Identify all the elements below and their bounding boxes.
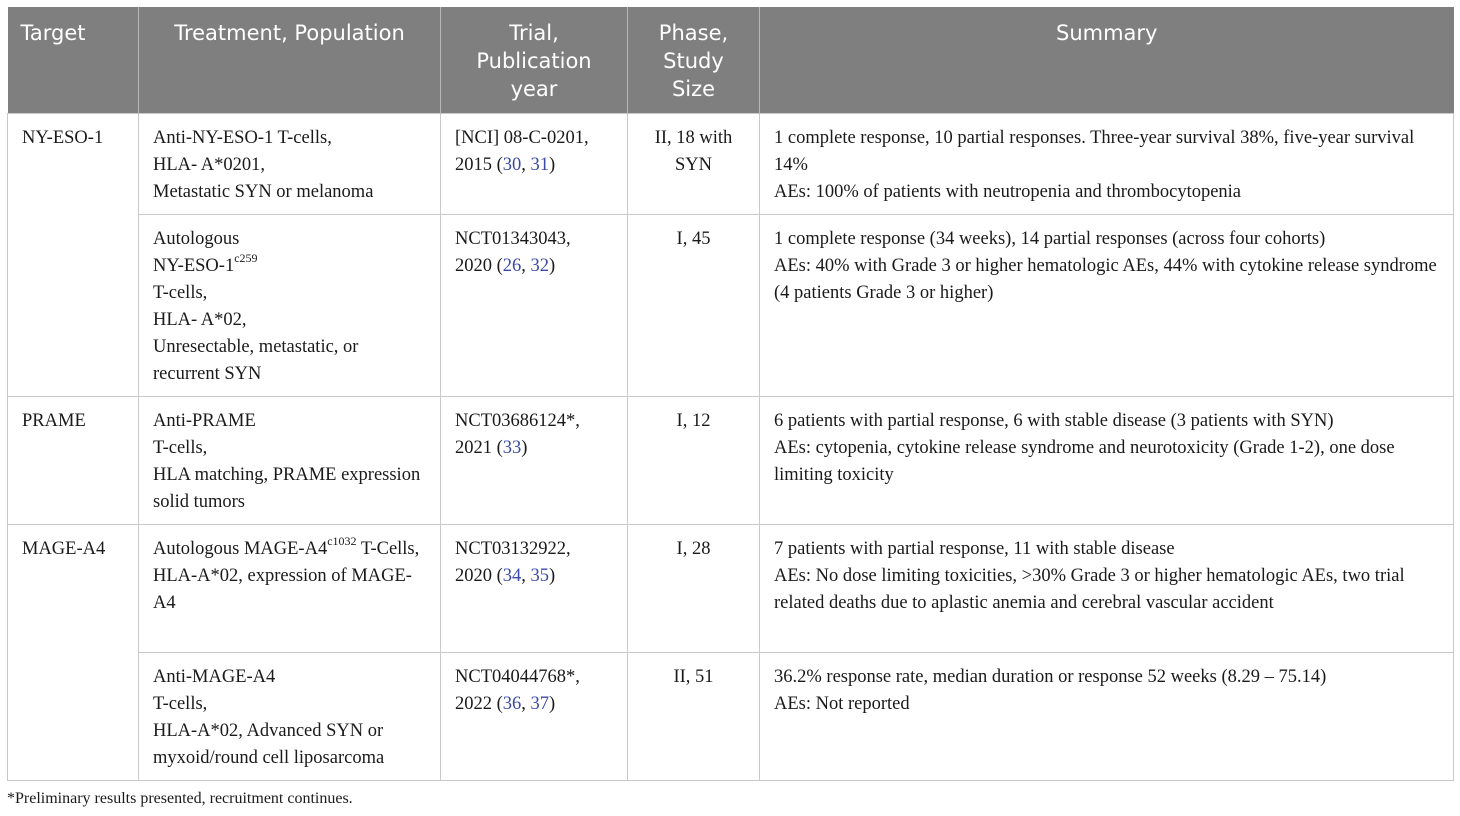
treatment-line: HLA- A*0201, — [153, 155, 266, 175]
header-treatment: Treatment, Population — [139, 7, 441, 114]
summary-text: 36.2% response rate, median duration or response 52 weeks (8.29 – 75.14) — [774, 667, 1327, 687]
reference-link[interactable]: 36 — [502, 694, 522, 714]
treatment-line: T-cells, — [153, 283, 208, 303]
table-body — [8, 114, 1454, 781]
summary-text: 7 patients with partial response, 11 with stable disease — [774, 539, 1175, 559]
treatment-antigen: Autologous MAGE-A4 — [153, 539, 328, 559]
trial-year-line: 2020 (26, 32) — [455, 256, 556, 276]
treatment-line: T-cells, — [153, 438, 208, 458]
treatment-cell — [139, 215, 441, 397]
phase-cell: I, 28 — [628, 525, 760, 653]
trial-year-line: 2022 (36, 37) — [455, 694, 556, 714]
adverse-events-text: AEs: cytopenia, cytokine release syndrome and neurotoxicity (Grade 1-2), one dose limiting toxicity — [774, 438, 1395, 485]
header-trial-line: Trial, — [509, 21, 559, 45]
adverse-events-text: AEs: No dose limiting toxicities, >30% Grade 3 or higher hematologic AEs, two trial related deaths due to aplastic anemia and cerebral vascular accident — [774, 566, 1405, 613]
treatment-line: Anti-NY-ESO-1 T-cells, — [153, 128, 332, 148]
treatment-line: HLA-A*02, Advanced SYN or myxoid/round cell liposarcoma — [153, 721, 385, 768]
treatment-line: Anti-MAGE-A4 — [153, 667, 276, 687]
trial-year: 2021 — [455, 438, 492, 458]
trial-year-line: 2020 (34, 35) — [455, 566, 556, 586]
reference-link[interactable]: 30 — [502, 155, 522, 175]
header-phase — [628, 7, 760, 114]
summary-cell — [760, 114, 1454, 215]
header-trial-line: Publication — [476, 49, 592, 73]
header-summary: Summary — [760, 7, 1454, 114]
table-row — [8, 525, 1454, 653]
summary-cell — [760, 397, 1454, 525]
header-phase-line: Phase, — [658, 21, 729, 45]
trial-year: 2022 — [455, 694, 492, 714]
trial-year: 2020 — [455, 256, 492, 276]
trial-table — [7, 7, 1454, 781]
header-trial-line: year — [510, 77, 558, 101]
trial-id: NCT01343043, — [455, 229, 571, 249]
treatment-cell — [139, 653, 441, 781]
summary-cell — [760, 525, 1454, 653]
treatment-line — [153, 533, 426, 563]
trial-year-line: 2021 (33) — [455, 438, 528, 458]
treatment-line: Unresectable, metastatic, or recurrent SYN — [153, 337, 359, 384]
table-row — [8, 114, 1454, 215]
trial-cell — [441, 397, 628, 525]
trial-cell — [441, 114, 628, 215]
reference-link[interactable]: 37 — [530, 694, 550, 714]
phase-line: II, 18 with — [654, 128, 733, 148]
summary-text: 6 patients with partial response, 6 with stable disease (3 patients with SYN) — [774, 411, 1334, 431]
header-row — [8, 7, 1454, 114]
treatment-cell — [139, 114, 441, 215]
summary-text: 1 complete response, 10 partial responses. Three-year survival 38%, five-year survival 14% — [774, 128, 1415, 175]
treatment-line: Metastatic SYN or melanoma — [153, 182, 374, 202]
target-cell: MAGE-A4 — [8, 525, 139, 781]
adverse-events-text: AEs: 40% with Grade 3 or higher hematologic AEs, 44% with cytokine release syndrome (4 patients Grade 3 or higher) — [774, 256, 1437, 303]
phase-cell: I, 45 — [628, 215, 760, 397]
table-footnote: *Preliminary results presented, recruitment continues. — [7, 790, 353, 807]
reference-link[interactable]: 32 — [530, 256, 550, 276]
header-phase-line: Size — [671, 77, 716, 101]
phase-cell: II, 51 — [628, 653, 760, 781]
treatment-cell — [139, 397, 441, 525]
treatment-antigen: NY-ESO-1 — [153, 256, 235, 276]
treatment-superscript: c259 — [234, 250, 258, 265]
treatment-superscript: c1032 — [327, 533, 357, 548]
treatment-line: Autologous — [153, 229, 240, 249]
reference-link[interactable]: 26 — [502, 256, 522, 276]
trial-year: 2020 — [455, 566, 492, 586]
trial-cell — [441, 653, 628, 781]
header-phase-line: Study — [663, 49, 724, 73]
summary-cell — [760, 653, 1454, 781]
table-row — [8, 215, 1454, 397]
reference-link[interactable]: 33 — [502, 438, 522, 458]
treatment-line: HLA-A*02, expression of MAGE-A4 — [153, 566, 412, 613]
treatment-line: T-cells, — [153, 694, 208, 714]
phase-line: SYN — [674, 155, 712, 175]
treatment-cell — [139, 525, 441, 653]
trial-id: NCT03132922, — [455, 539, 571, 559]
table-header — [8, 7, 1454, 114]
trial-cell — [441, 525, 628, 653]
trial-id: NCT03686124*, — [455, 411, 580, 431]
table-row — [8, 397, 1454, 525]
header-trial — [441, 7, 628, 114]
summary-text: 1 complete response (34 weeks), 14 partial responses (across four cohorts) — [774, 229, 1326, 249]
treatment-line: Anti-PRAME — [153, 411, 256, 431]
phase-cell: I, 12 — [628, 397, 760, 525]
adverse-events-text: AEs: 100% of patients with neutropenia and thrombocytopenia — [774, 182, 1242, 202]
reference-link[interactable]: 31 — [530, 155, 550, 175]
trial-id: [NCI] 08-C-0201, — [455, 128, 589, 148]
trial-year-line: 2015 (30, 31) — [455, 155, 556, 175]
header-target: Target — [8, 7, 139, 114]
target-cell: PRAME — [8, 397, 139, 525]
trial-id: NCT04044768*, — [455, 667, 580, 687]
trial-cell — [441, 215, 628, 397]
trial-table-container — [7, 7, 1453, 781]
summary-cell — [760, 215, 1454, 397]
table-row — [8, 653, 1454, 781]
reference-link[interactable]: 34 — [502, 566, 522, 586]
treatment-tail: T-Cells, — [356, 539, 420, 559]
target-cell: NY-ESO-1 — [8, 114, 139, 397]
phase-cell — [628, 114, 760, 215]
treatment-line: HLA matching, PRAME expression solid tumors — [153, 465, 421, 512]
treatment-line: HLA- A*02, — [153, 310, 247, 330]
reference-link[interactable]: 35 — [530, 566, 550, 586]
adverse-events-text: AEs: Not reported — [774, 694, 910, 714]
trial-year: 2015 — [455, 155, 492, 175]
treatment-line — [153, 250, 426, 280]
